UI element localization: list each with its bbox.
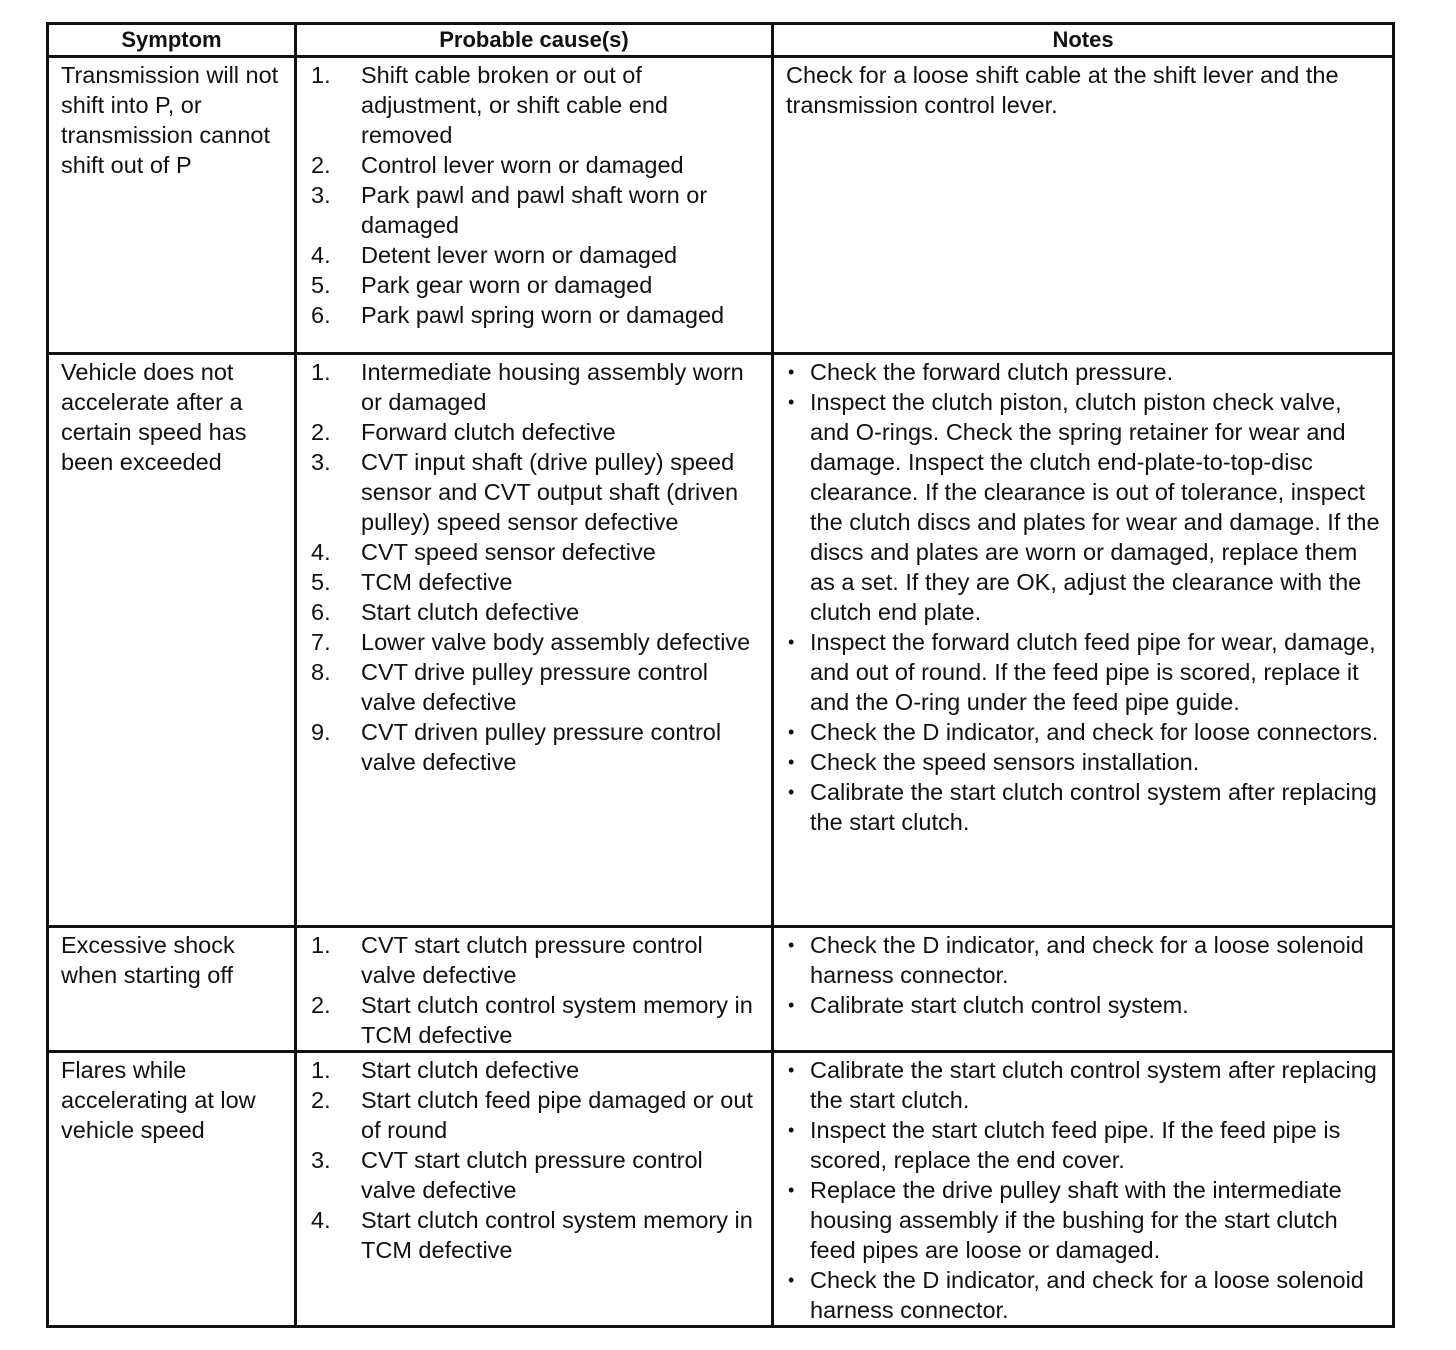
cause-text: Park pawl and pawl shaft worn or damaged bbox=[361, 182, 708, 238]
cause-list bbox=[297, 355, 771, 777]
table-row bbox=[48, 927, 1394, 1052]
notes-cell bbox=[773, 927, 1394, 1052]
symptom-text: Excessive shock when starting off bbox=[61, 932, 235, 988]
list-item: 3. Park pawl and pawl shaft worn or damaged bbox=[311, 182, 708, 238]
list-item: • Calibrate the start clutch control system after replacing the start clutch. bbox=[786, 777, 1384, 837]
cause-cell bbox=[296, 57, 773, 354]
list-item: 1. Intermediate housing assembly worn or damaged bbox=[311, 359, 744, 415]
notes-list bbox=[774, 928, 1392, 1020]
notes-list bbox=[774, 355, 1392, 837]
list-item: • Calibrate start clutch control system. bbox=[786, 990, 1384, 1020]
notes-list bbox=[774, 1053, 1392, 1325]
list-item: 5. Park gear worn or damaged bbox=[311, 272, 653, 298]
notes-cell bbox=[773, 1052, 1394, 1327]
list-item: 7. Lower valve body assembly defective bbox=[311, 629, 751, 655]
list-item: 3. CVT input shaft (drive pulley) speed sensor and CVT output shaft (driven pulley) speed sensor defective bbox=[311, 449, 739, 535]
header-notes: Notes bbox=[773, 24, 1394, 57]
troubleshooting-table bbox=[46, 22, 1395, 1328]
cause-text: CVT start clutch pressure control valve defective bbox=[361, 932, 703, 988]
cause-cell bbox=[296, 927, 773, 1052]
list-item: 1. CVT start clutch pressure control valve defective bbox=[311, 932, 703, 988]
notes-cell bbox=[773, 354, 1394, 927]
cause-text: Forward clutch defective bbox=[361, 419, 616, 445]
cause-text: CVT speed sensor defective bbox=[361, 539, 656, 565]
cause-text: Start clutch defective bbox=[361, 1057, 580, 1083]
cause-text: Start clutch feed pipe damaged or out of round bbox=[361, 1087, 753, 1143]
header-symptom: Symptom bbox=[48, 24, 296, 57]
list-item: • Calibrate the start clutch control system after replacing the start clutch. bbox=[786, 1055, 1384, 1115]
list-item: 2. Start clutch control system memory in TCM defective bbox=[311, 992, 753, 1048]
symptom-cell bbox=[48, 57, 296, 354]
symptom-text: Vehicle does not accelerate after a certain speed has been exceeded bbox=[61, 359, 247, 475]
list-item: 2. Control lever worn or damaged bbox=[311, 152, 684, 178]
note-text: Check for a loose shift cable at the shift lever and the transmission control lever. bbox=[786, 62, 1339, 118]
cause-text: Park pawl spring worn or damaged bbox=[361, 302, 725, 328]
list-item: 6. Start clutch defective bbox=[311, 599, 580, 625]
table-row bbox=[48, 1052, 1394, 1327]
symptom-text: Flares while accelerating at low vehicle speed bbox=[61, 1057, 256, 1143]
cause-text: Start clutch defective bbox=[361, 599, 580, 625]
cause-text: Intermediate housing assembly worn or damaged bbox=[361, 359, 744, 415]
list-item: 6. Park pawl spring worn or damaged bbox=[311, 302, 725, 328]
cause-text: Detent lever worn or damaged bbox=[361, 242, 678, 268]
cause-cell bbox=[296, 1052, 773, 1327]
list-item: 9. CVT driven pulley pressure control valve defective bbox=[311, 719, 722, 775]
symptom-cell bbox=[48, 927, 296, 1052]
cause-list bbox=[297, 58, 771, 330]
symptom-cell bbox=[48, 354, 296, 927]
list-item: 2. Forward clutch defective bbox=[311, 419, 616, 445]
list-item: 4. Start clutch control system memory in TCM defective bbox=[311, 1207, 753, 1263]
table-row bbox=[48, 354, 1394, 927]
symptom-cell bbox=[48, 1052, 296, 1327]
list-item: • Inspect the clutch piston, clutch piston check valve, and O-rings. Check the spring retainer for wear and damage. Inspect the clutch end-plate-to-top-disc clearance. If the clearance is out of tolerance, inspect the clutch discs and plates for wear and damage. If the discs and plates are worn or damaged, replace them as a set. If they are OK, adjust the clearance with the clutch end plate. bbox=[786, 387, 1384, 627]
cause-list bbox=[297, 1053, 771, 1265]
list-item: • Check the D indicator, and check for a loose solenoid harness connector. bbox=[786, 1265, 1384, 1325]
cause-text: CVT start clutch pressure control valve defective bbox=[361, 1147, 703, 1203]
cause-text: Start clutch control system memory in TCM defective bbox=[361, 1207, 753, 1263]
list-item: • Check the forward clutch pressure. bbox=[786, 357, 1384, 387]
list-item: • Inspect the start clutch feed pipe. If the feed pipe is scored, replace the end cover. bbox=[786, 1115, 1384, 1175]
list-item: • Check the speed sensors installation. bbox=[786, 747, 1384, 777]
table-row bbox=[48, 57, 1394, 354]
cause-text: TCM defective bbox=[361, 569, 513, 595]
list-item: 4. Detent lever worn or damaged bbox=[311, 242, 678, 268]
cause-cell bbox=[296, 354, 773, 927]
list-item: • Replace the drive pulley shaft with the intermediate housing assembly if the bushing for the start clutch feed pipes are loose or damaged. bbox=[786, 1175, 1384, 1265]
list-item: • Check the D indicator, and check for a loose solenoid harness connector. bbox=[786, 930, 1384, 990]
list-item: 4. CVT speed sensor defective bbox=[311, 539, 656, 565]
cause-text: Start clutch control system memory in TCM defective bbox=[361, 992, 753, 1048]
list-item: • Inspect the forward clutch feed pipe for wear, damage, and out of round. If the feed pipe is scored, replace it and the O-ring under the feed pipe guide. bbox=[786, 627, 1384, 717]
cause-text: Control lever worn or damaged bbox=[361, 152, 684, 178]
list-item: 8. CVT drive pulley pressure control valve defective bbox=[311, 659, 708, 715]
list-item: 1. Shift cable broken or out of adjustment, or shift cable end removed bbox=[311, 62, 668, 148]
header-row bbox=[48, 24, 1394, 57]
cause-list bbox=[297, 928, 771, 1050]
cause-text: Lower valve body assembly defective bbox=[361, 629, 751, 655]
header-probable-cause: Probable cause(s) bbox=[296, 24, 773, 57]
cause-text: CVT drive pulley pressure control valve defective bbox=[361, 659, 708, 715]
cause-text: Park gear worn or damaged bbox=[361, 272, 653, 298]
list-item: • Check the D indicator, and check for loose connectors. bbox=[786, 717, 1384, 747]
notes-cell bbox=[773, 57, 1394, 354]
cause-text: Shift cable broken or out of adjustment, or shift cable end removed bbox=[361, 62, 668, 148]
cause-text: CVT driven pulley pressure control valve defective bbox=[361, 719, 722, 775]
list-item: 5. TCM defective bbox=[311, 569, 513, 595]
cause-text: CVT input shaft (drive pulley) speed sensor and CVT output shaft (driven pulley) speed sensor defective bbox=[361, 449, 739, 535]
list-item: 3. CVT start clutch pressure control valve defective bbox=[311, 1147, 703, 1203]
list-item: 2. Start clutch feed pipe damaged or out of round bbox=[311, 1087, 753, 1143]
list-item: 1. Start clutch defective bbox=[311, 1057, 580, 1083]
symptom-text: Transmission will not shift into P, or transmission cannot shift out of P bbox=[61, 62, 279, 178]
